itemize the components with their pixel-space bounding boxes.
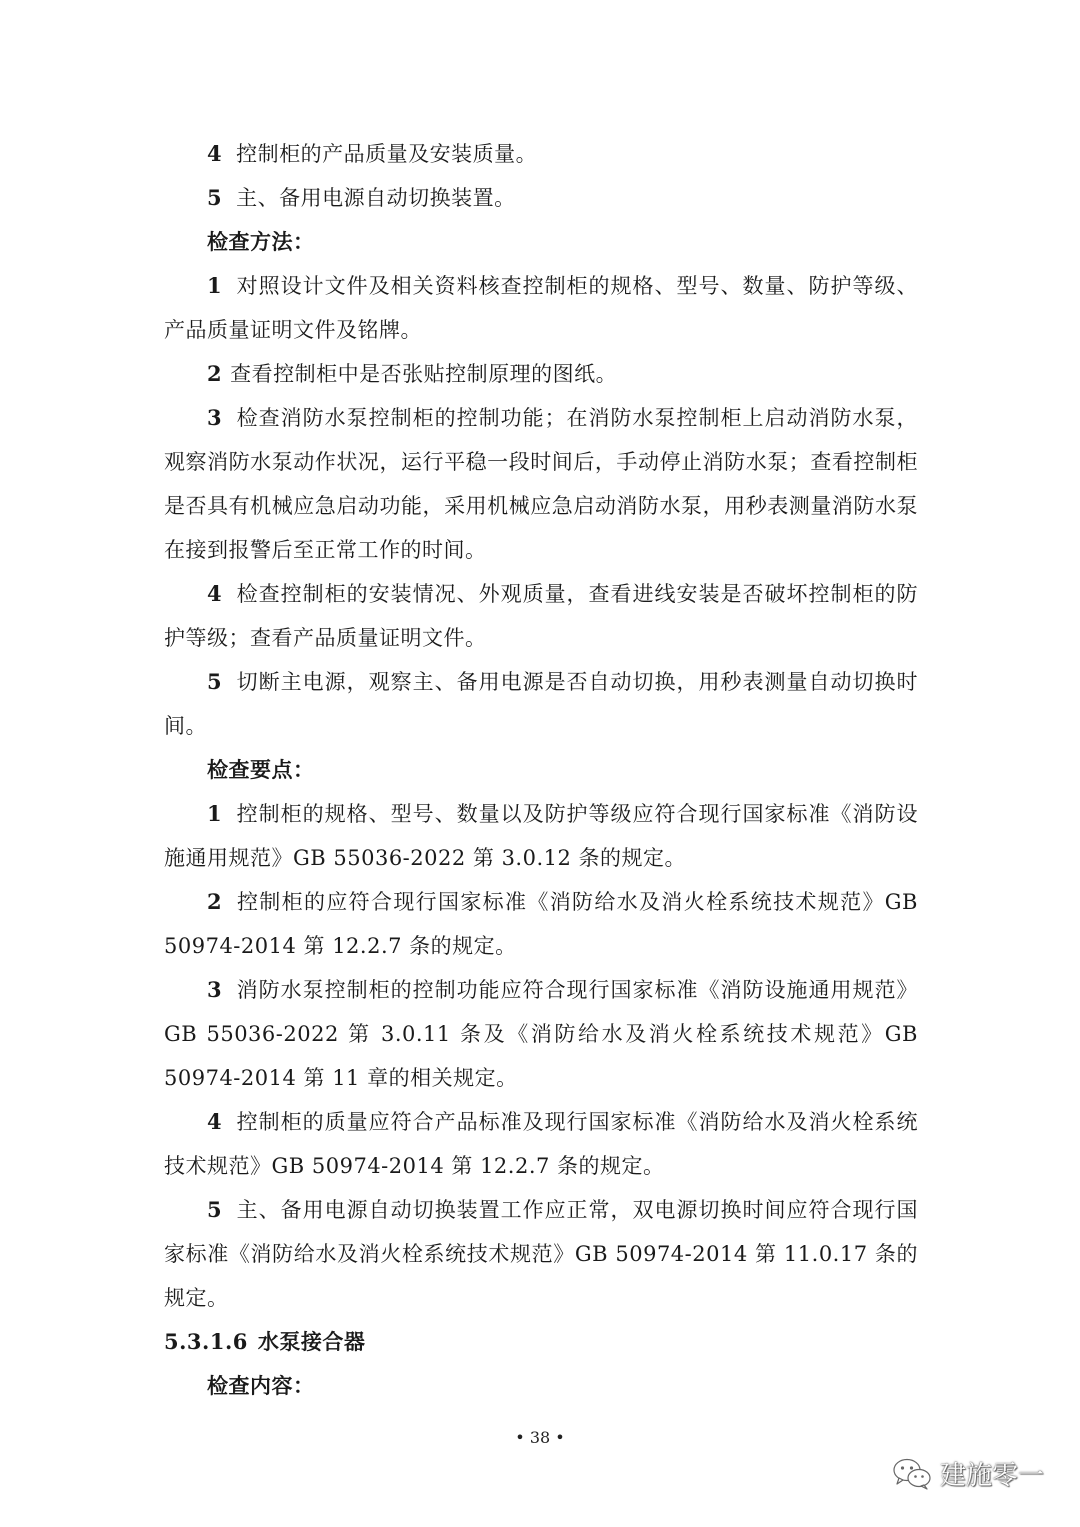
paragraph <box>164 176 918 220</box>
watermark-text: 建施零一 <box>939 1461 1044 1491</box>
item-text: 检查控制柜的安装情况、外观质量，查看进线安装是否破坏控制柜的防护等级；查看产品质量证明文件。 <box>164 582 918 650</box>
point-item <box>164 792 918 880</box>
item-text: 控制柜的质量应符合产品标准及现行国家标准《消防给水及消火栓系统技术规范》GB 50974-2014 第 12.2.7 条的规定。 <box>164 1110 918 1178</box>
item-text: 切断主电源，观察主、备用电源是否自动切换，用秒表测量自动切换时间。 <box>164 670 918 738</box>
method-item <box>164 352 918 396</box>
method-item <box>164 660 918 748</box>
section-number: 5.3.1.6 <box>164 1329 248 1354</box>
item-text: 检查消防水泵控制柜的控制功能；在消防水泵控制柜上启动消防水泵，观察消防水泵动作状况，运行平稳一段时间后，手动停止消防水泵；查看控制柜是否具有机械应急启动功能，采用机械应急启动消防水泵，用秒表测量消防水泵在接到报警后至正常工作的时间。 <box>164 406 918 562</box>
item-text: 消防水泵控制柜的控制功能应符合现行国家标准《消防设施通用规范》GB 55036-2022 第 3.0.11 条及《消防给水及消火栓系统技术规范》GB 50974-2014 第 11 章的相关规定。 <box>164 978 918 1090</box>
item-text: 控制柜的产品质量及安装质量。 <box>236 142 538 166</box>
item-number: 2 <box>207 889 223 914</box>
document-body <box>164 132 918 1408</box>
section-heading <box>164 1320 918 1364</box>
method-item <box>164 264 918 352</box>
item-number: 5 <box>207 185 223 210</box>
item-number: 3 <box>207 977 223 1002</box>
point-item <box>164 968 918 1100</box>
item-text: 控制柜的应符合现行国家标准《消防给水及消火栓系统技术规范》GB 50974-2014 第 12.2.7 条的规定。 <box>164 890 918 958</box>
item-number: 5 <box>207 1197 223 1222</box>
page-number: • 38 • <box>515 1428 565 1447</box>
item-number: 4 <box>207 1109 223 1134</box>
method-item <box>164 396 918 572</box>
watermark <box>892 1455 1044 1492</box>
content-heading: 检查内容： <box>207 1373 315 1398</box>
point-item <box>164 1188 918 1320</box>
wechat-icon <box>892 1457 932 1491</box>
item-number: 1 <box>207 801 223 826</box>
point-item <box>164 1100 918 1188</box>
item-number: 2 <box>207 361 223 386</box>
section-title: 水泵接合器 <box>257 1329 366 1354</box>
item-text: 主、备用电源自动切换装置。 <box>236 186 516 210</box>
item-text: 主、备用电源自动切换装置工作应正常，双电源切换时间应符合现行国家标准《消防给水及消火栓系统技术规范》GB 50974-2014 第 11.0.17 条的规定。 <box>164 1198 918 1310</box>
item-number: 4 <box>207 581 223 606</box>
item-number: 3 <box>207 405 223 430</box>
item-number: 5 <box>207 669 223 694</box>
paragraph <box>164 132 918 176</box>
item-text: 对照设计文件及相关资料核查控制柜的规格、型号、数量、防护等级、产品质量证明文件及铭牌。 <box>164 274 918 342</box>
item-number: 4 <box>207 141 223 166</box>
item-text: 查看控制柜中是否张贴控制原理的图纸。 <box>230 362 618 386</box>
item-number: 1 <box>207 273 223 298</box>
method-heading: 检查方法： <box>207 229 315 254</box>
item-text: 控制柜的规格、型号、数量以及防护等级应符合现行国家标准《消防设施通用规范》GB 55036-2022 第 3.0.12 条的规定。 <box>164 802 918 870</box>
method-item <box>164 572 918 660</box>
points-heading: 检查要点： <box>207 757 315 782</box>
point-item <box>164 880 918 968</box>
